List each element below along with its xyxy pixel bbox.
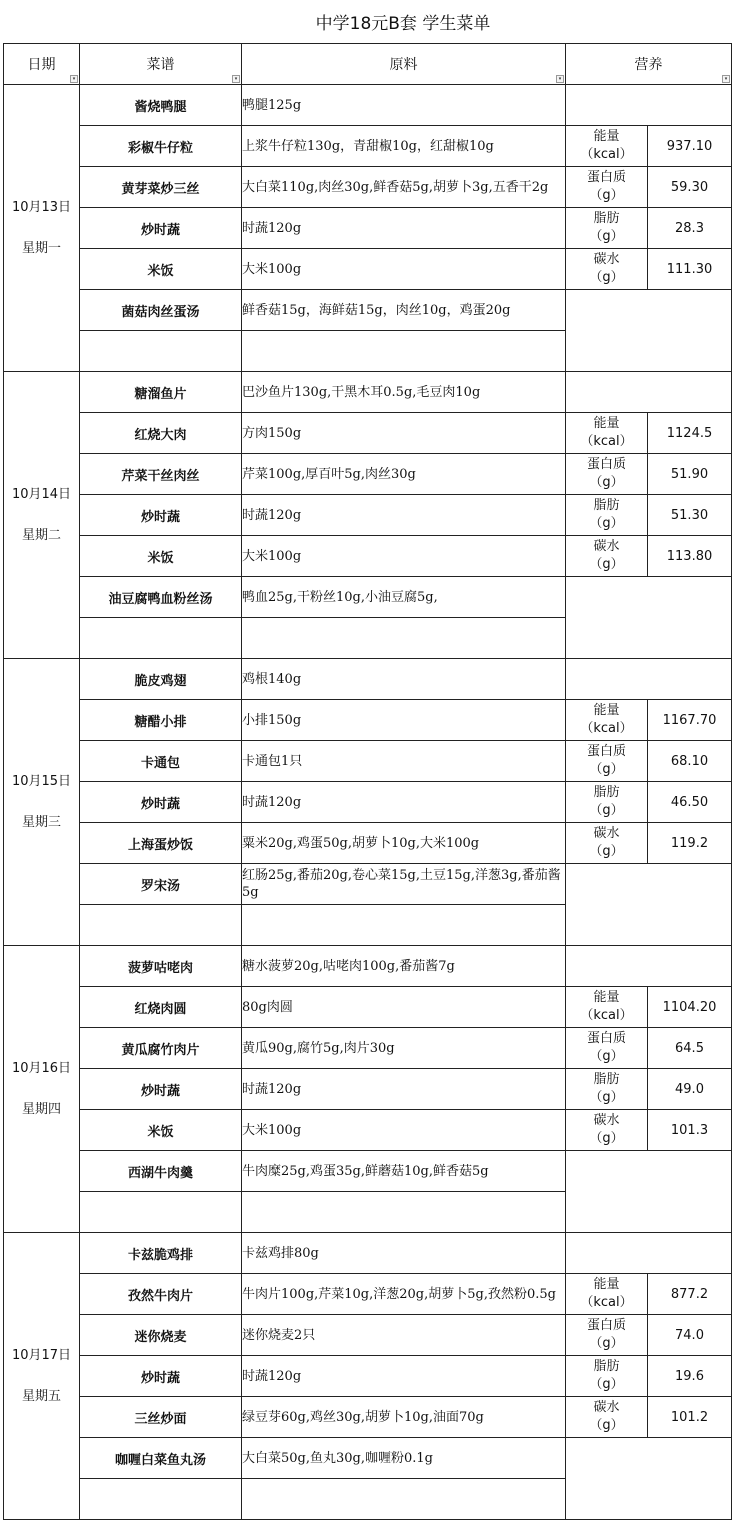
- table-row: [4, 495, 732, 536]
- nutrition-spacer: [566, 864, 732, 946]
- nutrition-label-carb: [566, 1110, 648, 1151]
- dish-ingredients: 80g肉圆: [242, 987, 566, 1028]
- nutrition-value-protein: 74.0: [648, 1315, 732, 1356]
- nutrition-value-fat: 19.6: [648, 1356, 732, 1397]
- dish-ingredients: 卡通包1只: [242, 741, 566, 782]
- nutrition-value-protein: 59.30: [648, 167, 732, 208]
- empty-cell: [80, 618, 242, 659]
- nutrition-label-name: 碳水: [593, 826, 620, 841]
- nutrition-spacer: [566, 946, 732, 987]
- nutrition-label-energy: [566, 700, 648, 741]
- empty-cell: [242, 618, 566, 659]
- nutrition-label-carb: [566, 1397, 648, 1438]
- dish-ingredients: 时蔬120g: [242, 1356, 566, 1397]
- date-label: 10月17日: [11, 1348, 72, 1363]
- dish-name: 迷你烧麦: [80, 1315, 242, 1356]
- dish-name: 芹菜干丝肉丝: [80, 454, 242, 495]
- nutrition-label-unit: （g）: [589, 844, 624, 859]
- nutrition-label-unit: （g）: [589, 1336, 624, 1351]
- dish-name: 炒时蔬: [80, 208, 242, 249]
- nutrition-value-carb: 101.2: [648, 1397, 732, 1438]
- table-row: [4, 577, 732, 618]
- table-row: [4, 454, 732, 495]
- nutrition-label-unit: （kcal）: [580, 1008, 633, 1023]
- table-row: [4, 126, 732, 167]
- nutrition-value-carb: 113.80: [648, 536, 732, 577]
- table-row: [4, 987, 732, 1028]
- dish-ingredients: 卡兹鸡排80g: [242, 1233, 566, 1274]
- dish-ingredients: 巴沙鱼片130g,干黑木耳0.5g,毛豆肉10g: [242, 372, 566, 413]
- empty-cell: [242, 905, 566, 946]
- table-row: [4, 823, 732, 864]
- table-row: [4, 1356, 732, 1397]
- dish-ingredients: 小排150g: [242, 700, 566, 741]
- dish-ingredients: 上浆牛仔粒130g，青甜椒10g，红甜椒10g: [242, 126, 566, 167]
- table-row: [4, 1069, 732, 1110]
- table-row: [4, 946, 732, 987]
- date-cell: [4, 372, 80, 659]
- nutrition-value-energy: 937.10: [648, 126, 732, 167]
- page-title: 中学18元B套 学生菜单: [315, 14, 491, 34]
- nutrition-spacer: [566, 1151, 732, 1233]
- nutrition-label-fat: [566, 495, 648, 536]
- nutrition-label-protein: [566, 167, 648, 208]
- nutrition-label-unit: （g）: [589, 557, 624, 572]
- empty-cell: [242, 1479, 566, 1520]
- nutrition-value-protein: 51.90: [648, 454, 732, 495]
- dish-name: 炒时蔬: [80, 1069, 242, 1110]
- nutrition-label-name: 脂肪: [593, 498, 620, 513]
- dish-ingredients: 牛肉片100g,芹菜10g,洋葱20g,胡萝卜5g,孜然粉0.5g: [242, 1274, 566, 1315]
- nutrition-label-name: 脂肪: [593, 211, 620, 226]
- dish-name: 三丝炒面: [80, 1397, 242, 1438]
- nutrition-label-fat: [566, 782, 648, 823]
- nutrition-label-name: 碳水: [593, 539, 620, 554]
- table-row: [4, 864, 732, 905]
- filter-dropdown-icon[interactable]: ▾: [70, 75, 78, 83]
- nutrition-label-name: 蛋白质: [586, 457, 626, 472]
- nutrition-label-unit: （g）: [589, 762, 624, 777]
- dish-name: 卡兹脆鸡排: [80, 1233, 242, 1274]
- nutrition-label-unit: （g）: [589, 1090, 624, 1105]
- dish-ingredients: 糖水菠萝20g,咕咾肉100g,番茄酱7g: [242, 946, 566, 987]
- table-row: [4, 782, 732, 823]
- nutrition-label-name: 蛋白质: [586, 170, 626, 185]
- nutrition-value-fat: 28.3: [648, 208, 732, 249]
- header-nutrition: 营养 ▾: [566, 44, 732, 85]
- dish-ingredients: 大白菜50g,鱼丸30g,咖喱粉0.1g: [242, 1438, 566, 1479]
- nutrition-spacer: [566, 85, 732, 126]
- date-label: 10月15日: [11, 774, 72, 789]
- table-row: [4, 249, 732, 290]
- nutrition-label-protein: [566, 1028, 648, 1069]
- dish-ingredients: 鲜香菇15g，海鲜菇15g，肉丝10g，鸡蛋20g: [242, 290, 566, 331]
- nutrition-label-name: 碳水: [593, 1400, 620, 1415]
- filter-dropdown-icon[interactable]: ▾: [232, 75, 240, 83]
- empty-cell: [80, 331, 242, 372]
- dish-ingredients: 牛肉糜25g,鸡蛋35g,鲜蘑菇10g,鲜香菇5g: [242, 1151, 566, 1192]
- nutrition-label-name: 蛋白质: [586, 1318, 626, 1333]
- nutrition-value-energy: 1104.20: [648, 987, 732, 1028]
- filter-dropdown-icon[interactable]: ▾: [722, 75, 730, 83]
- dish-name: 油豆腐鸭血粉丝汤: [80, 577, 242, 618]
- nutrition-label-unit: （g）: [589, 1418, 624, 1433]
- nutrition-label-energy: [566, 987, 648, 1028]
- nutrition-label-carb: [566, 249, 648, 290]
- dish-ingredients: 大白菜110g,肉丝30g,鲜香菇5g,胡萝卜3g,五香干2g: [242, 167, 566, 208]
- dish-name: 脆皮鸡翅: [80, 659, 242, 700]
- dish-ingredients: 芹菜100g,厚百叶5g,肉丝30g: [242, 454, 566, 495]
- dish-name: 黄芽菜炒三丝: [80, 167, 242, 208]
- date-cell: [4, 659, 80, 946]
- nutrition-value-energy: 1167.70: [648, 700, 732, 741]
- dish-name: 上海蛋炒饭: [80, 823, 242, 864]
- nutrition-label-unit: （g）: [589, 188, 624, 203]
- nutrition-label-name: 能量: [593, 1277, 620, 1292]
- nutrition-label-fat: [566, 208, 648, 249]
- dish-ingredients: 黄瓜90g,腐竹5g,肉片30g: [242, 1028, 566, 1069]
- weekday-label: 星期五: [21, 1389, 61, 1404]
- table-row: [4, 167, 732, 208]
- nutrition-label-name: 蛋白质: [586, 744, 626, 759]
- weekday-label: 星期三: [21, 815, 61, 830]
- dish-ingredients: 鸡根140g: [242, 659, 566, 700]
- nutrition-label-name: 能量: [593, 703, 620, 718]
- menu-body: [4, 85, 732, 1520]
- nutrition-value-protein: 64.5: [648, 1028, 732, 1069]
- nutrition-label-unit: （kcal）: [580, 721, 633, 736]
- table-row: [4, 536, 732, 577]
- table-row: [4, 1028, 732, 1069]
- nutrition-label-unit: （kcal）: [580, 434, 633, 449]
- dish-name: 炒时蔬: [80, 782, 242, 823]
- date-cell: [4, 946, 80, 1233]
- nutrition-value-carb: 111.30: [648, 249, 732, 290]
- header-ingredients: 原料 ▾: [242, 44, 566, 85]
- table-row: [4, 741, 732, 782]
- table-row: [4, 1438, 732, 1479]
- nutrition-label-energy: [566, 1274, 648, 1315]
- weekday-label: 星期四: [21, 1102, 61, 1117]
- dish-name: 菌菇肉丝蛋汤: [80, 290, 242, 331]
- nutrition-spacer: [566, 1233, 732, 1274]
- header-dish: 菜谱 ▾: [80, 44, 242, 85]
- dish-name: 红烧肉圆: [80, 987, 242, 1028]
- nutrition-label-name: 能量: [593, 129, 620, 144]
- header-row: [4, 44, 732, 85]
- dish-name: 糖醋小排: [80, 700, 242, 741]
- filter-dropdown-icon[interactable]: ▾: [556, 75, 564, 83]
- nutrition-label-energy: [566, 413, 648, 454]
- nutrition-label-unit: （g）: [589, 270, 624, 285]
- date-cell: [4, 1233, 80, 1520]
- nutrition-label-protein: [566, 454, 648, 495]
- table-row: [4, 1151, 732, 1192]
- dish-name: 罗宋汤: [80, 864, 242, 905]
- nutrition-label-unit: （g）: [589, 803, 624, 818]
- dish-name: 炒时蔬: [80, 495, 242, 536]
- date-cell: [4, 85, 80, 372]
- dish-ingredients: 时蔬120g: [242, 208, 566, 249]
- table-row: [4, 1397, 732, 1438]
- title-row: [0, 0, 745, 44]
- dish-name: 米饭: [80, 1110, 242, 1151]
- dish-ingredients: 时蔬120g: [242, 1069, 566, 1110]
- nutrition-spacer: [566, 659, 732, 700]
- nutrition-label-fat: [566, 1069, 648, 1110]
- header-date: 日期 ▾: [4, 44, 80, 85]
- dish-name: 米饭: [80, 249, 242, 290]
- empty-cell: [242, 331, 566, 372]
- dish-name: 菠萝咕咾肉: [80, 946, 242, 987]
- date-label: 10月16日: [11, 1061, 72, 1076]
- dish-ingredients: 鸭腿125g: [242, 85, 566, 126]
- weekday-label: 星期二: [21, 528, 61, 543]
- dish-ingredients: 大米100g: [242, 536, 566, 577]
- weekday-label: 星期一: [21, 241, 61, 256]
- nutrition-label-protein: [566, 1315, 648, 1356]
- nutrition-value-fat: 46.50: [648, 782, 732, 823]
- nutrition-label-name: 蛋白质: [586, 1031, 626, 1046]
- dish-ingredients: 迷你烧麦2只: [242, 1315, 566, 1356]
- nutrition-spacer: [566, 372, 732, 413]
- dish-name: 酱烧鸭腿: [80, 85, 242, 126]
- nutrition-value-fat: 49.0: [648, 1069, 732, 1110]
- table-row: [4, 413, 732, 454]
- dish-name: 西湖牛肉羹: [80, 1151, 242, 1192]
- nutrition-value-carb: 119.2: [648, 823, 732, 864]
- table-row: [4, 1233, 732, 1274]
- nutrition-label-name: 碳水: [593, 252, 620, 267]
- nutrition-value-energy: 877.2: [648, 1274, 732, 1315]
- nutrition-label-unit: （g）: [589, 475, 624, 490]
- table-row: [4, 1274, 732, 1315]
- nutrition-label-name: 碳水: [593, 1113, 620, 1128]
- table-row: [4, 1315, 732, 1356]
- empty-cell: [80, 1192, 242, 1233]
- table-row: [4, 208, 732, 249]
- date-label: 10月14日: [11, 487, 72, 502]
- nutrition-label-unit: （g）: [589, 516, 624, 531]
- nutrition-label-name: 能量: [593, 416, 620, 431]
- nutrition-spacer: [566, 1438, 732, 1520]
- dish-ingredients: 方肉150g: [242, 413, 566, 454]
- nutrition-spacer: [566, 577, 732, 659]
- nutrition-label-unit: （g）: [589, 1131, 624, 1146]
- nutrition-label-unit: （kcal）: [580, 147, 633, 162]
- dish-name: 孜然牛肉片: [80, 1274, 242, 1315]
- empty-cell: [80, 905, 242, 946]
- table-row: [4, 85, 732, 126]
- nutrition-label-name: 脂肪: [593, 1072, 620, 1087]
- dish-name: 黄瓜腐竹肉片: [80, 1028, 242, 1069]
- dish-ingredients: 红肠25g,番茄20g,卷心菜15g,土豆15g,洋葱3g,番茄酱5g: [242, 864, 566, 905]
- dish-ingredients: 大米100g: [242, 1110, 566, 1151]
- nutrition-label-name: 能量: [593, 990, 620, 1005]
- empty-cell: [80, 1479, 242, 1520]
- nutrition-value-energy: 1124.5: [648, 413, 732, 454]
- nutrition-label-unit: （g）: [589, 229, 624, 244]
- table-row: [4, 1110, 732, 1151]
- nutrition-label-energy: [566, 126, 648, 167]
- table-row: [4, 372, 732, 413]
- menu-table: [3, 43, 732, 1520]
- nutrition-label-protein: [566, 741, 648, 782]
- nutrition-value-carb: 101.3: [648, 1110, 732, 1151]
- nutrition-label-unit: （g）: [589, 1049, 624, 1064]
- dish-ingredients: 绿豆芽60g,鸡丝30g,胡萝卜10g,油面70g: [242, 1397, 566, 1438]
- dish-ingredients: 时蔬120g: [242, 782, 566, 823]
- nutrition-label-fat: [566, 1356, 648, 1397]
- dish-name: 米饭: [80, 536, 242, 577]
- dish-name: 彩椒牛仔粒: [80, 126, 242, 167]
- dish-ingredients: 大米100g: [242, 249, 566, 290]
- dish-ingredients: 粟米20g,鸡蛋50g,胡萝卜10g,大米100g: [242, 823, 566, 864]
- dish-name: 卡通包: [80, 741, 242, 782]
- nutrition-label-unit: （kcal）: [580, 1295, 633, 1310]
- dish-ingredients: 时蔬120g: [242, 495, 566, 536]
- empty-cell: [242, 1192, 566, 1233]
- nutrition-label-name: 脂肪: [593, 785, 620, 800]
- table-row: [4, 290, 732, 331]
- dish-name: 炒时蔬: [80, 1356, 242, 1397]
- table-row: [4, 700, 732, 741]
- nutrition-spacer: [566, 290, 732, 372]
- nutrition-label-name: 脂肪: [593, 1359, 620, 1374]
- table-row: [4, 659, 732, 700]
- dish-ingredients: 鸭血25g,干粉丝10g,小油豆腐5g,: [242, 577, 566, 618]
- nutrition-label-carb: [566, 536, 648, 577]
- dish-name: 咖喱白菜鱼丸汤: [80, 1438, 242, 1479]
- date-label: 10月13日: [11, 200, 72, 215]
- dish-name: 红烧大肉: [80, 413, 242, 454]
- nutrition-label-carb: [566, 823, 648, 864]
- nutrition-label-unit: （g）: [589, 1377, 624, 1392]
- nutrition-value-protein: 68.10: [648, 741, 732, 782]
- nutrition-value-fat: 51.30: [648, 495, 732, 536]
- dish-name: 糖溜鱼片: [80, 372, 242, 413]
